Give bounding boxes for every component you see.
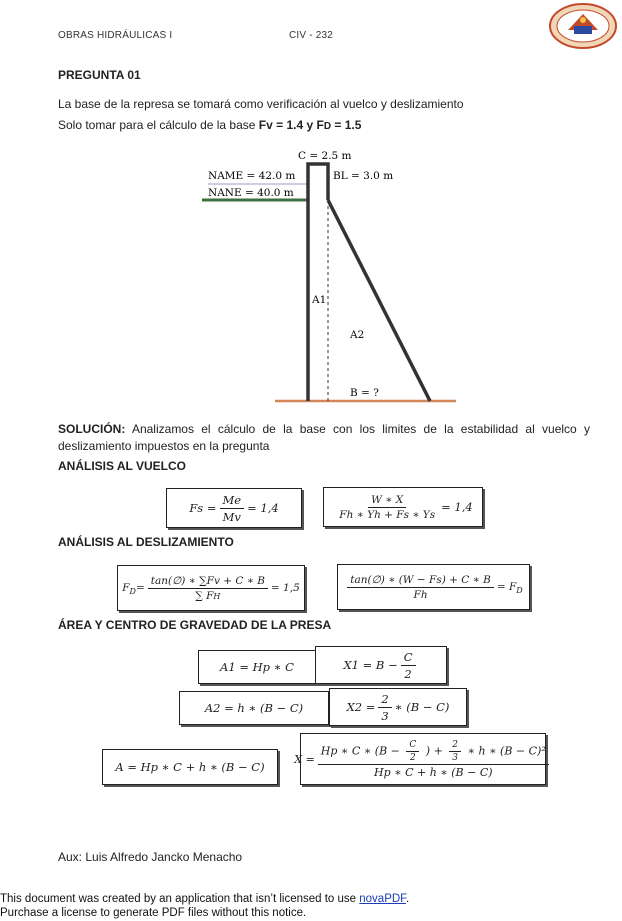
formula-x2: X2 = $\frac{2}{3}$ ∗ (B − C): [329, 688, 467, 726]
bl-label: BL = 3.0 m: [333, 170, 394, 182]
crest-label: C = 2.5 m: [298, 150, 352, 162]
a1-label: A1: [312, 294, 327, 306]
solution-label: SOLUCIÓN:: [58, 422, 126, 436]
dam-diagram: [200, 148, 460, 406]
section-vuelco: ANÁLISIS AL VUELCO: [58, 459, 187, 473]
novapdf-link[interactable]: novaPDF: [359, 893, 406, 905]
solution-text: Analizamos el cálculo de la base con los limites de la estabilidad al vuelco y deslizamiento impuestos en la pregunta: [58, 422, 590, 453]
dam-downstream-slope: [328, 200, 430, 401]
factor-values: Fv = 1.4 y FD = 1.5: [258, 118, 362, 132]
course-code: CIV - 232: [289, 30, 334, 41]
author-credit: Aux: Luis Alfredo Jancko Menacho: [58, 850, 243, 864]
nane-label: NANE = 40.0 m: [208, 187, 294, 199]
question-line-1: La base de la represa se tomará como verificación al vuelco y deslizamiento: [58, 97, 464, 111]
formula-area-total: A = Hp ∗ C + h ∗ (B − C): [102, 749, 278, 785]
section-deslizamiento: ANÁLISIS AL DESLIZAMIENTO: [58, 535, 234, 549]
formula-centroid-x: X = Hp ∗ C ∗ (B − $\frac{C}{2}$ ) + $\frac{2}{3}$ ∗ h ∗ (B − C)² Hp ∗ C + h ∗ (B − C): [300, 733, 546, 785]
solution-paragraph: [58, 421, 590, 455]
section-area: ÁREA Y CENTRO DE GRAVEDAD DE LA PRESA: [58, 618, 332, 632]
dam-upstream-face: [308, 164, 328, 401]
university-seal-logo: [548, 2, 618, 50]
formula-fd-weight: $\frac{\tan(\emptyset) ∗ (W - Fs) + C ∗ B}{Fh}$ = F D: [337, 564, 530, 610]
formula-fs-moments: Fs = $\frac{Me}{Mv}$ = 1,4: [166, 488, 302, 528]
formula-a1: A1 = Hp ∗ C: [198, 650, 316, 684]
license-notice-line-2: Purchase a license to generate PDF files without this notice.: [0, 907, 307, 919]
formula-fd-sum: F D = $\frac{\tan(\emptyset) ∗ \sum Fv + C ∗ B}{\sum FH}$ = 1,5: [117, 565, 305, 611]
formula-fs-forces: $\frac{W ∗ X}{Fh ∗ Yh + Fs ∗ Ys}$ = 1,4: [323, 487, 483, 527]
a2-label: A2: [350, 329, 365, 341]
course-name: OBRAS HIDRÁULICAS I: [58, 30, 173, 41]
formula-x1: X1 = B − $\frac{C}{2}$: [315, 646, 447, 684]
formula-a2: A2 = h ∗ (B − C): [179, 691, 329, 725]
license-notice-line-1: This document was created by an application that isn’t licensed to use novaPDF.: [0, 893, 410, 905]
name-label: NAME = 42.0 m: [208, 170, 296, 182]
base-label: B = ?: [350, 387, 379, 399]
question-title: PREGUNTA 01: [58, 68, 141, 82]
question-line-2: Solo tomar para el cálculo de la base Fv = 1.4 y FD = 1.5: [58, 118, 362, 132]
